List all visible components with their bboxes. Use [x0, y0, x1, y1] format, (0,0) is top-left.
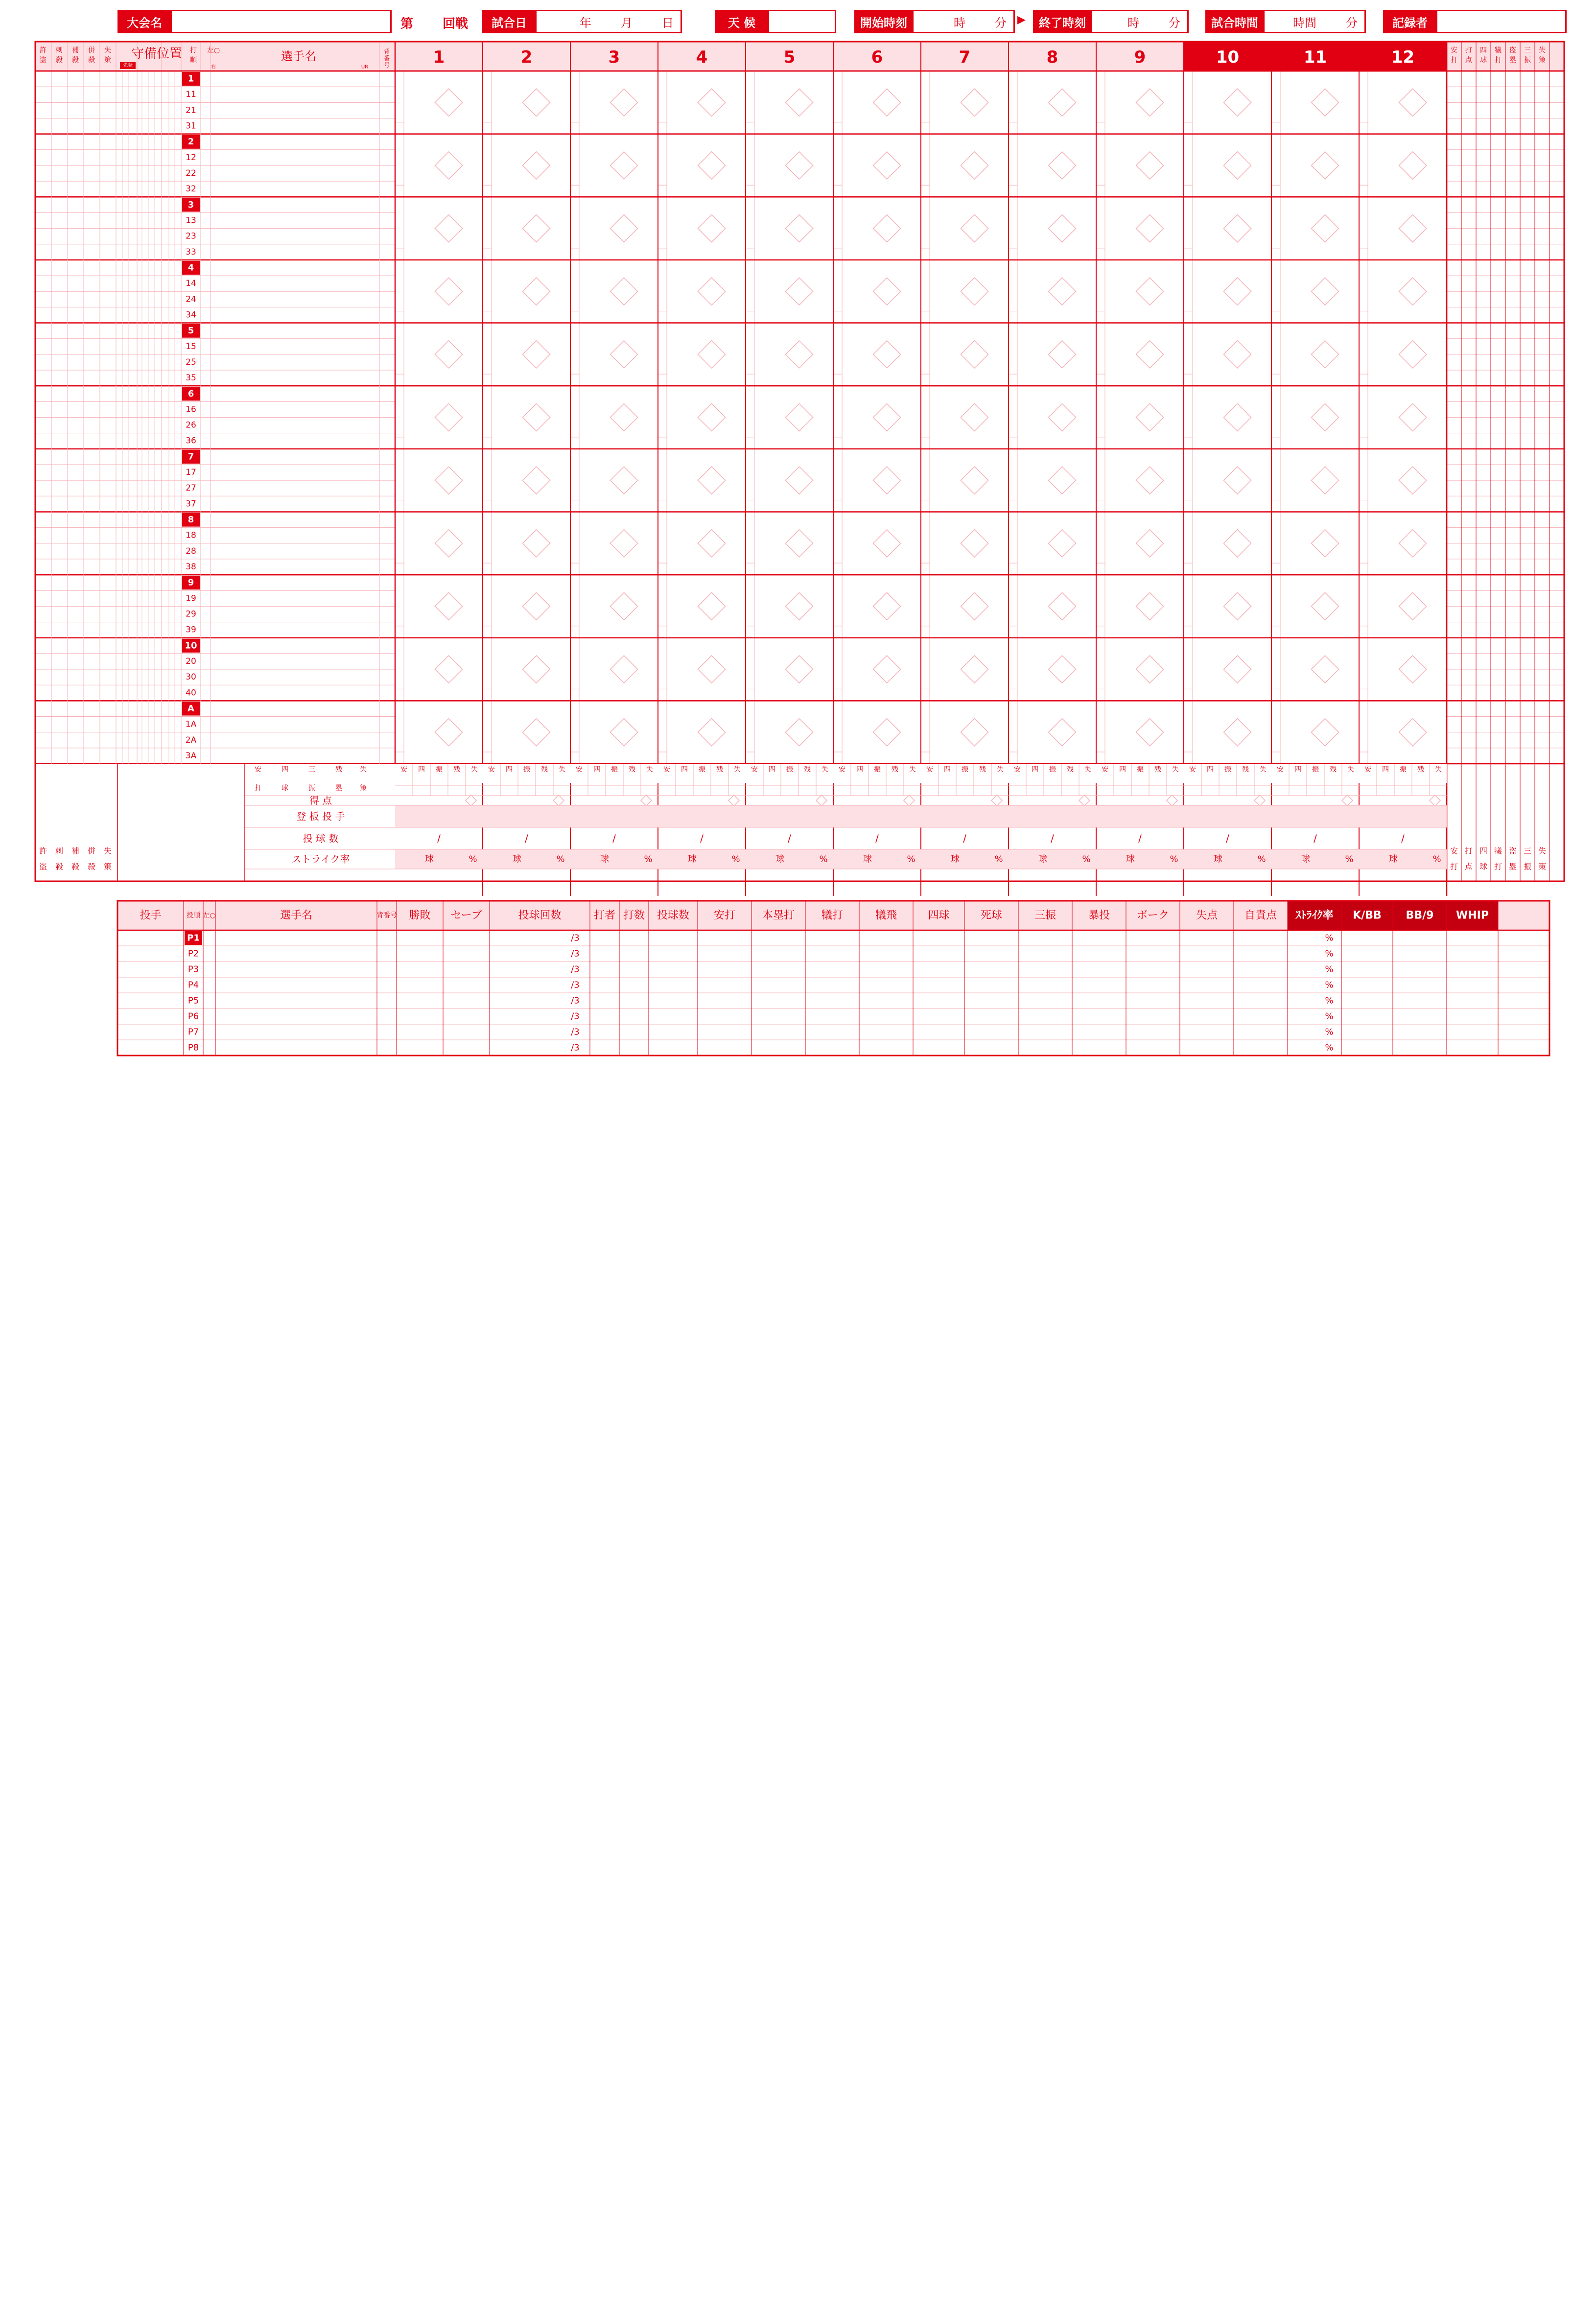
- pct-unit-percent: %: [644, 854, 653, 865]
- pitch-head-17: 三振: [1034, 909, 1056, 922]
- mini-head: 残: [1154, 766, 1161, 774]
- tournament-label: 大会名: [117, 10, 171, 33]
- summary-head-2: 三: [308, 766, 315, 774]
- mini-head: 安: [576, 766, 583, 774]
- right-stat-foot-6-b: 策: [1538, 862, 1547, 871]
- mini-head: 振: [962, 766, 968, 774]
- mini-head: 四: [681, 766, 688, 774]
- pitcher-P6: P6: [188, 1011, 199, 1022]
- start-time-label: 開始時刻: [854, 10, 913, 33]
- sub-order-15: 15: [186, 341, 196, 352]
- summary-head-2-b: 振: [308, 784, 315, 792]
- left-stat-head-2: 補: [72, 47, 79, 54]
- inning-header-3: 3: [608, 47, 620, 67]
- right-stat-head-4: 盗: [1509, 47, 1516, 54]
- right-stat-head-5-b: 振: [1524, 56, 1531, 64]
- right-stat-head-6: 失: [1539, 47, 1546, 54]
- pct-unit-ball: 球: [951, 854, 960, 865]
- innings-suffix: /3: [571, 964, 580, 975]
- sub-order-33: 33: [186, 247, 196, 257]
- left-stat-foot-4-b: 策: [103, 862, 112, 871]
- mini-head: 振: [1312, 766, 1319, 774]
- pct-unit-ball: 球: [600, 854, 609, 865]
- mini-head: 残: [1417, 766, 1424, 774]
- sub-order-34: 34: [186, 310, 196, 320]
- pct-unit-ball: 球: [1214, 854, 1222, 865]
- sub-order-3A: 3A: [185, 751, 197, 761]
- innings-suffix: /3: [571, 1042, 580, 1053]
- sub-order-17: 17: [186, 468, 196, 478]
- summary-head-1: 四: [282, 766, 288, 774]
- mini-head: 振: [1137, 766, 1144, 774]
- sub-order-39: 39: [186, 625, 196, 635]
- mini-head: 失: [997, 766, 1004, 774]
- pitch-head-8: 打者: [593, 909, 616, 922]
- pct-unit-percent: %: [1257, 854, 1266, 865]
- sub-order-27: 27: [186, 483, 196, 493]
- right-stat-foot-4-b: 塁: [1508, 862, 1517, 871]
- right-stat-head-3: 犠: [1495, 47, 1502, 54]
- pitching-table: [0, 0, 1596, 1077]
- mini-head: 安: [839, 766, 845, 774]
- mini-head: 残: [1330, 766, 1337, 774]
- mini-head: 残: [453, 766, 460, 774]
- pitcher-P2: P2: [188, 948, 199, 959]
- summary-head-3: 残: [335, 766, 342, 774]
- right-stat-foot-4: 盗: [1508, 846, 1517, 856]
- batting-order-3: 3: [188, 199, 194, 210]
- pitch-slash: /: [1314, 832, 1317, 845]
- mini-head: 失: [821, 766, 828, 774]
- pct-unit-ball: 球: [1301, 854, 1310, 865]
- right-stat-foot-6: 失: [1538, 846, 1547, 856]
- left-stat-head-2-b: 殺: [72, 56, 79, 64]
- sub-order-38: 38: [186, 562, 196, 572]
- pitch-head-3: 選手名: [280, 909, 313, 922]
- start-time-field[interactable]: 時 分: [912, 10, 1015, 33]
- mini-head: 安: [751, 766, 758, 774]
- summary-head-0-b: 打: [255, 784, 261, 792]
- position-sub: 先発: [123, 63, 133, 69]
- sub-order-20: 20: [186, 656, 196, 666]
- sub-order-12: 12: [186, 152, 196, 163]
- pct-unit-percent: %: [1170, 854, 1178, 865]
- mini-head: 振: [874, 766, 881, 774]
- pitch-head-23: K/BB: [1353, 909, 1382, 922]
- pitch-head-14: 犠飛: [875, 909, 897, 922]
- mini-head: 残: [1067, 766, 1074, 774]
- totals-row-3: ストライク率: [291, 853, 350, 865]
- pitcher-P4: P4: [188, 980, 199, 990]
- pitch-head-5: 勝敗: [409, 909, 431, 922]
- pitch-head-0: 投手: [140, 909, 162, 922]
- pitch-head-21: 自責点: [1244, 909, 1277, 922]
- pct-unit-ball: 球: [863, 854, 872, 865]
- mini-head: 四: [1119, 766, 1126, 774]
- right-stat-foot-0: 安: [1450, 846, 1458, 856]
- pct-unit-percent: %: [1345, 854, 1354, 865]
- sub-order-37: 37: [186, 499, 196, 509]
- inning-header-10: 10: [1216, 47, 1240, 67]
- right-stat-head-5: 三: [1524, 47, 1531, 54]
- mini-head: 四: [506, 766, 513, 774]
- strike-pct: %: [1325, 948, 1334, 959]
- sub-order-40: 40: [186, 688, 196, 698]
- sub-order-13: 13: [186, 215, 196, 226]
- strike-pct: %: [1325, 933, 1334, 943]
- end-time-field[interactable]: 時 分: [1091, 10, 1189, 33]
- mini-head: 安: [400, 766, 407, 774]
- strike-pct: %: [1325, 964, 1334, 975]
- mini-head: 安: [488, 766, 495, 774]
- pitch-head-25: WHIP: [1456, 909, 1489, 922]
- inning-header-5: 5: [783, 47, 796, 67]
- pitcher-P1: P1: [187, 933, 200, 943]
- right-stat-foot-0-b: 打: [1450, 862, 1458, 871]
- name-sub: UR: [361, 64, 369, 70]
- sub-order-1A: 1A: [185, 719, 197, 729]
- pct-unit-ball: 球: [513, 854, 521, 865]
- mini-head: 失: [471, 766, 478, 774]
- mini-head: 四: [418, 766, 425, 774]
- left-stat-head-1: 刺: [56, 47, 63, 54]
- mini-head: 振: [1049, 766, 1056, 774]
- left-stat-foot-1: 刺: [55, 846, 64, 856]
- sub-order-32: 32: [186, 184, 196, 194]
- right-stat-head-6-b: 策: [1539, 56, 1546, 64]
- right-stat-head-0-b: 打: [1451, 56, 1457, 64]
- mini-head: 残: [892, 766, 898, 774]
- inning-header-1: 1: [433, 47, 445, 67]
- pitch-head-10: 投球数: [657, 909, 690, 922]
- pct-unit-percent: %: [1432, 854, 1441, 865]
- left-stat-foot-3: 併: [87, 846, 96, 856]
- mini-head: 四: [1032, 766, 1038, 774]
- sub-order-23: 23: [186, 231, 196, 241]
- mini-head: 残: [1242, 766, 1249, 774]
- date-label: 試合日: [482, 10, 536, 33]
- sub-order-36: 36: [186, 436, 196, 446]
- pct-unit-ball: 球: [1389, 854, 1398, 865]
- duration-label: 試合時間: [1205, 10, 1264, 33]
- pitch-head-20: 失点: [1196, 909, 1218, 922]
- right-stat-foot-1-b: 点: [1464, 862, 1473, 871]
- back-no-head-a: 背: [383, 48, 390, 55]
- sub-order-14: 14: [186, 279, 196, 289]
- strike-pct: %: [1325, 995, 1334, 1006]
- pitch-slash: /: [612, 832, 616, 845]
- right-stat-head-4-b: 塁: [1509, 56, 1516, 64]
- order-head-a: 打: [190, 47, 197, 54]
- batting-order-10: 10: [185, 640, 197, 651]
- left-stat-head-4-b: 策: [104, 56, 111, 64]
- batting-order-4: 4: [188, 262, 194, 273]
- mini-head: 失: [1347, 766, 1354, 774]
- inning-header-4: 4: [696, 47, 708, 67]
- sub-order-21: 21: [186, 105, 196, 116]
- sub-order-26: 26: [186, 420, 196, 430]
- innings-suffix: /3: [571, 933, 580, 943]
- left-stat-head-3-b: 殺: [88, 56, 95, 64]
- sub-order-28: 28: [186, 546, 196, 556]
- pitcher-P5: P5: [188, 995, 199, 1006]
- pitch-slash: /: [875, 832, 879, 845]
- innings-suffix: /3: [571, 1011, 580, 1022]
- duration-field[interactable]: 時間 分: [1263, 10, 1366, 33]
- handed-head: 左○: [207, 47, 220, 54]
- mini-head: 四: [593, 766, 600, 774]
- sub-order-16: 16: [186, 404, 196, 415]
- inning-header-12: 12: [1391, 47, 1415, 67]
- handed-sub: 右: [211, 64, 216, 70]
- right-stat-foot-5-b: 振: [1523, 862, 1532, 871]
- back-no-head-b: 番: [383, 55, 390, 62]
- pitch-head-15: 四球: [928, 909, 950, 922]
- sub-order-19: 19: [186, 593, 196, 604]
- mini-head: 残: [541, 766, 548, 774]
- right-stat-head-1: 打: [1465, 47, 1472, 54]
- mini-head: 安: [1364, 766, 1371, 774]
- pitcher-P7: P7: [188, 1027, 199, 1037]
- sub-order-29: 29: [186, 609, 196, 619]
- pitch-head-18: 暴投: [1088, 909, 1110, 922]
- pitch-slash: /: [700, 832, 704, 845]
- strike-pct: %: [1325, 1027, 1334, 1037]
- weather-label: 天 候: [715, 10, 769, 33]
- pitch-slash: /: [1226, 832, 1229, 845]
- mini-head: 振: [1400, 766, 1407, 774]
- batting-order-A: A: [188, 703, 194, 714]
- pct-unit-percent: %: [819, 854, 828, 865]
- summary-head-0: 安: [255, 766, 261, 774]
- end-time-label: 終了時刻: [1033, 10, 1092, 33]
- pitcher-P8: P8: [188, 1042, 199, 1053]
- pitch-head-24: BB/9: [1406, 909, 1434, 922]
- left-stat-foot-0: 許: [39, 846, 47, 856]
- left-stat-head-0-b: 盗: [40, 56, 47, 64]
- pitch-slash: /: [1051, 832, 1054, 845]
- batting-order-1: 1: [188, 73, 194, 84]
- mini-head: 安: [663, 766, 670, 774]
- left-stat-foot-1-b: 殺: [55, 862, 64, 871]
- pitch-head-1: 投順: [187, 912, 200, 919]
- inning-header-9: 9: [1134, 47, 1146, 67]
- mini-head: 失: [559, 766, 565, 774]
- totals-row-1: 登 板 投 手: [296, 810, 345, 822]
- batting-order-8: 8: [188, 515, 194, 525]
- mini-head: 安: [1189, 766, 1196, 774]
- strike-pct: %: [1325, 980, 1334, 990]
- right-stat-foot-1: 打: [1464, 846, 1473, 856]
- sub-order-25: 25: [186, 357, 196, 367]
- mini-head: 失: [646, 766, 653, 774]
- inning-header-8: 8: [1046, 47, 1058, 67]
- left-stat-head-3: 併: [88, 47, 95, 54]
- mini-head: 振: [436, 766, 443, 774]
- summary-head-1-b: 球: [282, 784, 288, 792]
- sub-order-31: 31: [186, 121, 196, 131]
- right-stat-head-2: 四: [1480, 47, 1487, 54]
- strike-pct: %: [1325, 1011, 1334, 1022]
- batting-order-2: 2: [188, 137, 194, 147]
- mini-head: 残: [629, 766, 635, 774]
- mini-head: 振: [1224, 766, 1231, 774]
- pitch-head-2: 左○: [203, 912, 216, 919]
- right-stat-foot-3: 犠: [1494, 846, 1502, 856]
- pct-unit-ball: 球: [688, 854, 697, 865]
- arrow-icon: ▶: [1017, 14, 1026, 26]
- inning-header-11: 11: [1303, 47, 1327, 67]
- name-header: 選手名: [281, 49, 316, 63]
- summary-head-4: 失: [360, 766, 367, 774]
- pitch-head-22: ｽﾄﾗｲｸ率: [1295, 909, 1334, 922]
- totals-row-2: 投 球 数: [303, 832, 339, 845]
- pct-unit-ball: 球: [1126, 854, 1135, 865]
- right-stat-head-1-b: 点: [1465, 56, 1472, 64]
- pitcher-P3: P3: [188, 964, 199, 975]
- batting-order-6: 6: [188, 388, 194, 399]
- innings-suffix: /3: [571, 995, 580, 1006]
- summary-head-3-b: 塁: [335, 784, 342, 792]
- mini-head: 失: [1435, 766, 1442, 774]
- pct-unit-percent: %: [556, 854, 565, 865]
- pitch-head-12: 本塁打: [762, 909, 795, 922]
- pitch-head-9: 打数: [623, 909, 645, 922]
- batting-order-5: 5: [188, 326, 194, 336]
- left-stat-head-1-b: 殺: [56, 56, 63, 64]
- left-stat-foot-2: 補: [71, 846, 80, 856]
- mini-head: 残: [804, 766, 811, 774]
- pct-unit-percent: %: [469, 854, 477, 865]
- totals-row-0: 得 点: [309, 795, 332, 806]
- right-stat-foot-3-b: 打: [1494, 862, 1502, 871]
- batting-order-9: 9: [188, 577, 194, 588]
- innings-suffix: /3: [571, 980, 580, 990]
- summary-head-4-b: 策: [360, 784, 367, 792]
- pct-unit-percent: %: [731, 854, 740, 865]
- date-field[interactable]: 年 月 日: [535, 10, 682, 33]
- sub-order-30: 30: [186, 672, 196, 682]
- round-prefix: 第: [400, 17, 414, 31]
- right-stat-foot-2-b: 球: [1479, 862, 1488, 871]
- mini-head: 失: [909, 766, 916, 774]
- pitch-slash: /: [788, 832, 791, 845]
- pitch-slash: /: [1138, 832, 1142, 845]
- left-stat-foot-2-b: 殺: [71, 862, 80, 871]
- mini-head: 残: [716, 766, 723, 774]
- right-stat-head-0: 安: [1451, 47, 1457, 54]
- pct-unit-percent: %: [1082, 854, 1091, 865]
- inning-header-7: 7: [959, 47, 971, 67]
- left-stat-foot-0-b: 盗: [39, 862, 47, 871]
- sub-order-22: 22: [186, 168, 196, 179]
- back-no-head-c: 号: [383, 62, 390, 69]
- sub-order-2A: 2A: [185, 735, 197, 745]
- left-stat-foot-3-b: 殺: [87, 862, 96, 871]
- mini-head: 四: [856, 766, 863, 774]
- inning-header-6: 6: [871, 47, 883, 67]
- mini-head: 安: [1277, 766, 1284, 774]
- sub-order-18: 18: [186, 530, 196, 540]
- mini-head: 四: [1207, 766, 1214, 774]
- pitch-head-19: ボーク: [1136, 909, 1170, 922]
- innings-suffix: /3: [571, 948, 580, 959]
- right-stat-foot-2: 四: [1479, 846, 1488, 856]
- pitch-head-6: セーブ: [450, 909, 482, 922]
- mini-head: 失: [1260, 766, 1267, 774]
- pct-unit-ball: 球: [425, 854, 434, 865]
- pct-unit-percent: %: [907, 854, 915, 865]
- mini-head: 安: [926, 766, 933, 774]
- pitch-slash: /: [525, 832, 528, 845]
- pct-unit-ball: 球: [1038, 854, 1047, 865]
- pitch-slash: /: [1401, 832, 1405, 845]
- mini-head: 四: [1382, 766, 1389, 774]
- pct-unit-ball: 球: [775, 854, 784, 865]
- right-stat-head-3-b: 打: [1495, 56, 1502, 64]
- pitch-head-13: 犠打: [821, 909, 844, 922]
- mini-head: 振: [786, 766, 793, 774]
- mini-head: 四: [1294, 766, 1301, 774]
- batting-order-7: 7: [188, 451, 194, 462]
- mini-head: 四: [769, 766, 775, 774]
- sub-order-24: 24: [186, 294, 196, 305]
- recorder-label: 記録者: [1383, 10, 1437, 33]
- mini-head: 失: [1172, 766, 1179, 774]
- pitch-head-4: 背番号: [376, 912, 397, 919]
- round-suffix: 回戦: [443, 17, 469, 31]
- mini-head: 振: [699, 766, 705, 774]
- mini-head: 四: [944, 766, 951, 774]
- pitch-head-11: 安打: [713, 909, 736, 922]
- pitch-slash: /: [963, 832, 966, 845]
- inning-header-2: 2: [520, 47, 533, 67]
- pitch-slash: /: [437, 832, 441, 845]
- mini-head: 失: [734, 766, 741, 774]
- mini-head: 残: [979, 766, 986, 774]
- mini-head: 失: [1084, 766, 1091, 774]
- right-stat-head-2-b: 球: [1480, 56, 1487, 64]
- position-header: 守備位置: [131, 47, 183, 61]
- pct-unit-percent: %: [994, 854, 1003, 865]
- left-stat-foot-4: 失: [103, 846, 112, 856]
- pitch-head-16: 死球: [980, 909, 1003, 922]
- mini-head: 振: [523, 766, 530, 774]
- left-stat-head-0: 許: [40, 47, 47, 54]
- left-stat-head-4: 失: [104, 47, 111, 54]
- mini-head: 安: [1014, 766, 1021, 774]
- mini-head: 振: [611, 766, 618, 774]
- pitch-head-7: 投球回数: [518, 909, 562, 922]
- innings-suffix: /3: [571, 1027, 580, 1037]
- sub-order-11: 11: [186, 90, 196, 100]
- strike-pct: %: [1325, 1042, 1334, 1053]
- sub-order-35: 35: [186, 373, 196, 383]
- order-head-b: 順: [190, 56, 197, 64]
- mini-head: 安: [1102, 766, 1108, 774]
- right-stat-foot-5: 三: [1523, 846, 1532, 856]
